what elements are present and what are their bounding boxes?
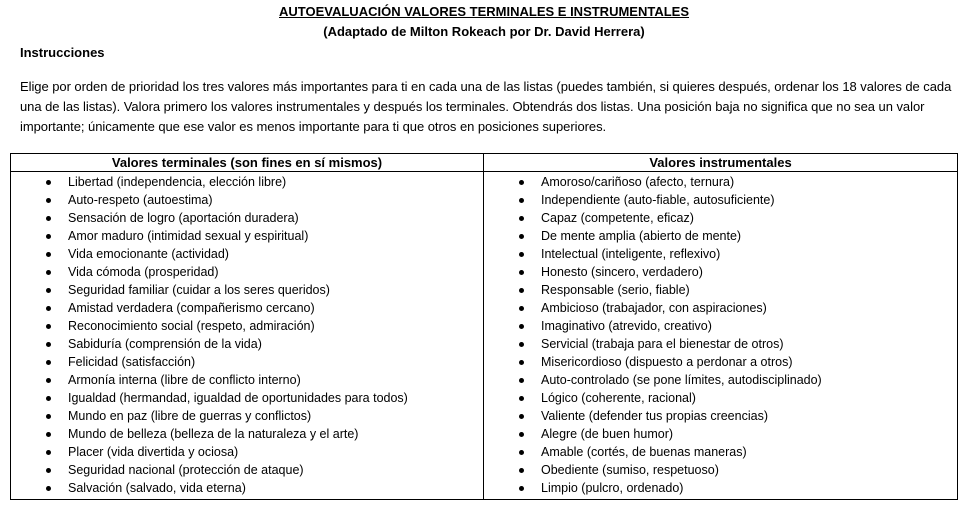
list-item-text: Vida emocionante (actividad) (68, 247, 229, 261)
bullet-icon (46, 288, 51, 293)
bullet-icon (519, 198, 524, 203)
list-item-text: Valiente (defender tus propias creencias) (541, 409, 768, 423)
bullet-icon (46, 306, 51, 311)
instructions-heading: Instrucciones (20, 45, 105, 60)
list-item (11, 191, 483, 209)
list-item (484, 425, 957, 443)
bullet-icon (519, 234, 524, 239)
bullet-icon (46, 216, 51, 221)
list-item-text: Sabiduría (comprensión de la vida) (68, 337, 262, 351)
list-item-text: Mundo en paz (libre de guerras y conflictos) (68, 409, 312, 423)
list-item (484, 407, 957, 425)
list-item (484, 443, 957, 461)
list-item (484, 335, 957, 353)
list-item (484, 227, 957, 245)
list-item (11, 443, 483, 461)
list-item-text: Misericordioso (dispuesto a perdonar a otros) (541, 355, 793, 369)
list-item-text: Placer (vida divertida y ociosa) (68, 445, 239, 459)
list-item (484, 263, 957, 281)
list-item-text: Auto-controlado (se pone límites, autodisciplinado) (541, 373, 822, 387)
list-item (484, 281, 957, 299)
list-item-text: Armonía interna (libre de conflicto interno) (68, 373, 301, 387)
list-item-text: Mundo de belleza (belleza de la naturaleza y el arte) (68, 427, 359, 441)
list-item-text: Responsable (serio, fiable) (541, 283, 690, 297)
list-item-text: Amable (cortés, de buenas maneras) (541, 445, 747, 459)
list-item (484, 461, 957, 479)
bullet-icon (46, 432, 51, 437)
table-body-row (11, 172, 958, 500)
terminal-values-header: Valores terminales (son fines en sí mismos) (11, 154, 484, 172)
bullet-icon (519, 414, 524, 419)
bullet-icon (519, 180, 524, 185)
list-item (11, 479, 483, 497)
bullet-icon (519, 396, 524, 401)
bullet-icon (46, 180, 51, 185)
list-item-text: Reconocimiento social (respeto, admiración) (68, 319, 315, 333)
list-item-text: Auto-respeto (autoestima) (68, 193, 213, 207)
list-item-text: Vida cómoda (prosperidad) (68, 265, 219, 279)
list-item-text: Seguridad familiar (cuidar a los seres queridos) (68, 283, 330, 297)
list-item (11, 407, 483, 425)
bullet-icon (46, 198, 51, 203)
list-item-text: Lógico (coherente, racional) (541, 391, 696, 405)
bullet-icon (519, 432, 524, 437)
list-item (11, 245, 483, 263)
bullet-icon (519, 324, 524, 329)
terminal-values-list (11, 172, 483, 499)
list-item-text: Limpio (pulcro, ordenado) (541, 481, 684, 495)
instructions-text: Elige por orden de prioridad los tres valores más importantes para ti en cada una de las listas (puedes también, si quieres después, ordenar los 18 valores de cada una de las listas). Valora primero los valores instrumentales y después los terminales. Obtendrás dos listas. Una posición baja no significa que no sea un valor importante; únicamente que ese valor es menos importante para ti que otros en posiciones superiores. (20, 79, 952, 134)
bullet-icon (46, 378, 51, 383)
bullet-icon (46, 468, 51, 473)
list-item (11, 353, 483, 371)
list-item-text: Alegre (de buen humor) (541, 427, 674, 441)
list-item-text: Amor maduro (intimidad sexual y espiritual) (68, 229, 309, 243)
bullet-icon (519, 270, 524, 275)
list-item-text: Libertad (independencia, elección libre) (68, 175, 287, 189)
bullet-icon (46, 360, 51, 365)
list-item (11, 317, 483, 335)
list-item-text: Independiente (auto-fiable, autosuficiente) (541, 193, 775, 207)
instrumental-values-list (484, 172, 957, 499)
table-header-row (11, 154, 958, 172)
list-item (11, 227, 483, 245)
list-item (484, 245, 957, 263)
document-subtitle: (Adaptado de Milton Rokeach por Dr. David Herrera) (323, 24, 645, 39)
list-item (11, 389, 483, 407)
bullet-icon (46, 324, 51, 329)
bullet-icon (46, 234, 51, 239)
list-item-text: De mente amplia (abierto de mente) (541, 229, 742, 243)
bullet-icon (519, 306, 524, 311)
list-item-text: Intelectual (inteligente, reflexivo) (541, 247, 721, 261)
list-item (11, 335, 483, 353)
bullet-icon (46, 486, 51, 491)
bullet-icon (46, 270, 51, 275)
list-item (11, 209, 483, 227)
bullet-icon (46, 252, 51, 257)
bullet-icon (519, 486, 524, 491)
list-item (484, 209, 957, 227)
terminal-values-cell (11, 172, 484, 500)
list-item (484, 173, 957, 191)
list-item-text: Amistad verdadera (compañerismo cercano) (68, 301, 315, 315)
list-item-text: Obediente (sumiso, respetuoso) (541, 463, 719, 477)
list-item (484, 191, 957, 209)
bullet-icon (46, 414, 51, 419)
bullet-icon (46, 450, 51, 455)
bullet-icon (46, 342, 51, 347)
bullet-icon (519, 252, 524, 257)
instrumental-values-cell (484, 172, 958, 500)
bullet-icon (519, 216, 524, 221)
list-item-text: Salvación (salvado, vida eterna) (68, 481, 246, 495)
list-item-text: Imaginativo (atrevido, creativo) (541, 319, 712, 333)
list-item (11, 263, 483, 281)
values-table (10, 153, 958, 500)
list-item (484, 317, 957, 335)
bullet-icon (519, 360, 524, 365)
list-item-text: Servicial (trabaja para el bienestar de otros) (541, 337, 784, 351)
list-item (11, 371, 483, 389)
list-item (11, 281, 483, 299)
list-item-text: Honesto (sincero, verdadero) (541, 265, 703, 279)
bullet-icon (519, 288, 524, 293)
list-item-text: Igualdad (hermandad, igualdad de oportunidades para todos) (68, 391, 408, 405)
list-item-text: Sensación de logro (aportación duradera) (68, 211, 299, 225)
bullet-icon (519, 378, 524, 383)
list-item (11, 173, 483, 191)
instrumental-values-header: Valores instrumentales (484, 154, 958, 172)
bullet-icon (46, 396, 51, 401)
list-item (11, 461, 483, 479)
list-item (11, 425, 483, 443)
bullet-icon (519, 342, 524, 347)
list-item (484, 479, 957, 497)
list-item-text: Ambicioso (trabajador, con aspiraciones) (541, 301, 767, 315)
list-item-text: Amoroso/cariñoso (afecto, ternura) (541, 175, 735, 189)
list-item (484, 353, 957, 371)
list-item-text: Seguridad nacional (protección de ataque) (68, 463, 304, 477)
list-item-text: Felicidad (satisfacción) (68, 355, 196, 369)
list-item (484, 299, 957, 317)
list-item (11, 299, 483, 317)
bullet-icon (519, 450, 524, 455)
list-item (484, 371, 957, 389)
list-item (484, 389, 957, 407)
document-title: AUTOEVALUACIÓN VALORES TERMINALES E INSTRUMENTALES (279, 4, 689, 19)
list-item-text: Capaz (competente, eficaz) (541, 211, 694, 225)
bullet-icon (519, 468, 524, 473)
